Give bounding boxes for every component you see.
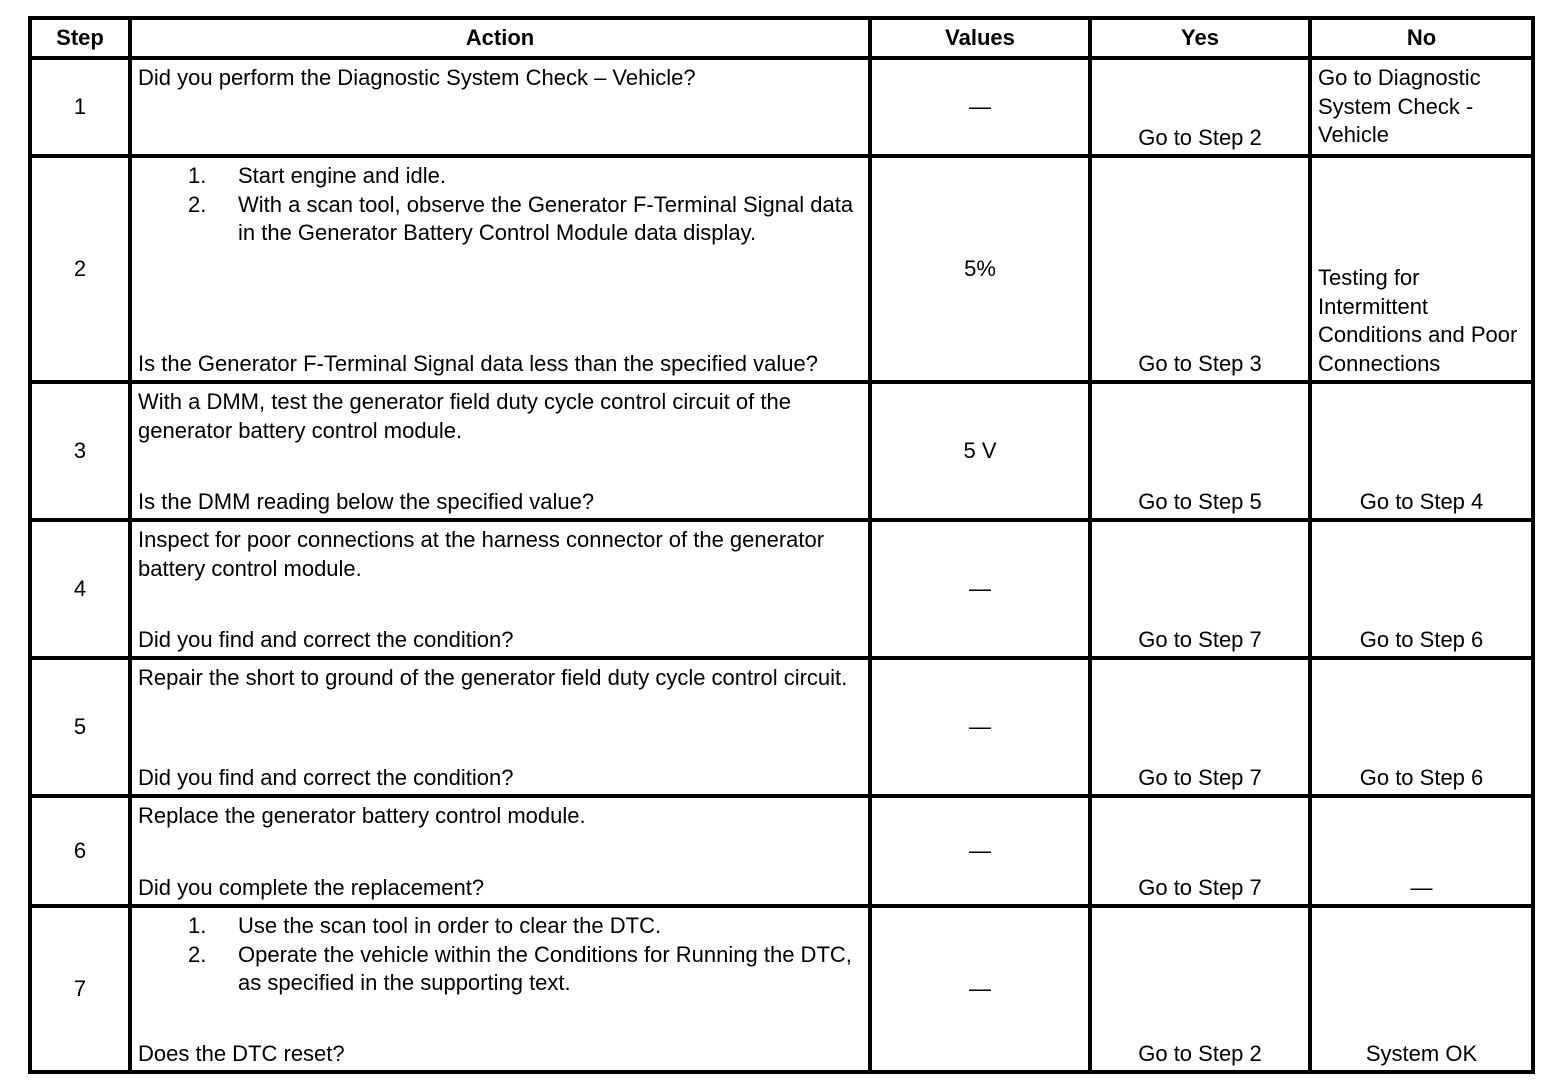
- action-text: Did you perform the Diagnostic System Check – Vehicle?: [138, 65, 696, 90]
- table-row: [30, 156, 1533, 382]
- list-item: 1. Start engine and idle.: [188, 163, 446, 188]
- action-steps-list: [138, 912, 866, 998]
- step-number: 2: [73, 255, 87, 281]
- action-question: Did you complete the replacement?: [138, 874, 485, 900]
- table-row: [30, 58, 1533, 156]
- value-cell: 5%: [964, 255, 996, 281]
- table-row: [30, 796, 1533, 906]
- no-cell: Go to Diagnostic System Check - Vehicle: [1318, 65, 1481, 147]
- header-no: No: [1310, 18, 1533, 58]
- step-number: 4: [73, 575, 87, 601]
- no-cell: —: [1410, 874, 1433, 900]
- header-values: Values: [870, 18, 1090, 58]
- no-cell: Go to Step 4: [1359, 488, 1484, 514]
- yes-cell: Go to Step 5: [1138, 488, 1262, 514]
- action-question: Does the DTC reset?: [138, 1040, 345, 1066]
- no-cell: System OK: [1365, 1040, 1478, 1066]
- diagnostic-table: [28, 16, 1535, 1074]
- action-question: Did you find and correct the condition?: [138, 626, 514, 652]
- value-cell: —: [969, 575, 991, 601]
- value-cell: —: [969, 975, 991, 1001]
- yes-cell: Go to Step 2: [1138, 124, 1262, 150]
- table-row: [30, 382, 1533, 520]
- action-text: Replace the generator battery control module.: [138, 803, 586, 828]
- step-number: 7: [73, 975, 87, 1001]
- action-text: Repair the short to ground of the generator field duty cycle control circuit.: [138, 665, 848, 690]
- yes-cell: Go to Step 7: [1138, 874, 1262, 900]
- yes-cell: Go to Step 3: [1138, 350, 1262, 376]
- yes-cell: Go to Step 7: [1138, 764, 1262, 790]
- list-item: 2. Operate the vehicle within the Conditions for Running the DTC, as specified in the supporting text.: [188, 941, 852, 995]
- yes-cell: Go to Step 2: [1138, 1040, 1262, 1066]
- table-row: [30, 906, 1533, 1072]
- header-step: Step: [30, 18, 130, 58]
- action-question: Did you find and correct the condition?: [138, 764, 514, 790]
- header-action: Action: [130, 18, 870, 58]
- no-cell: Testing for Intermittent Conditions and Poor Connections: [1318, 265, 1518, 376]
- action-steps-list: [138, 162, 866, 248]
- value-cell: —: [969, 837, 991, 863]
- table-row: [30, 520, 1533, 658]
- value-cell: —: [969, 713, 991, 739]
- action-text: With a DMM, test the generator field duty cycle control circuit of the generator battery control module.: [138, 389, 791, 443]
- step-number: 3: [73, 437, 87, 463]
- value-cell: —: [969, 93, 991, 119]
- no-cell: Go to Step 6: [1359, 764, 1484, 790]
- step-number: 6: [73, 837, 87, 863]
- header-row: [30, 18, 1533, 58]
- table-row: [30, 658, 1533, 796]
- action-text: Inspect for poor connections at the harness connector of the generator battery control module.: [138, 527, 825, 581]
- step-number: 5: [73, 713, 87, 739]
- value-cell: 5 V: [963, 437, 997, 463]
- action-question: Is the DMM reading below the specified value?: [138, 488, 595, 514]
- yes-cell: Go to Step 7: [1138, 626, 1262, 652]
- header-yes: Yes: [1090, 18, 1310, 58]
- no-cell: Go to Step 6: [1359, 626, 1484, 652]
- list-item: 1. Use the scan tool in order to clear the DTC.: [188, 913, 662, 938]
- step-number: 1: [73, 93, 87, 119]
- list-item: 2. With a scan tool, observe the Generator F-Terminal Signal data in the Generator Battery Control Module data display.: [188, 191, 854, 245]
- action-question: Is the Generator F-Terminal Signal data less than the specified value?: [138, 350, 818, 376]
